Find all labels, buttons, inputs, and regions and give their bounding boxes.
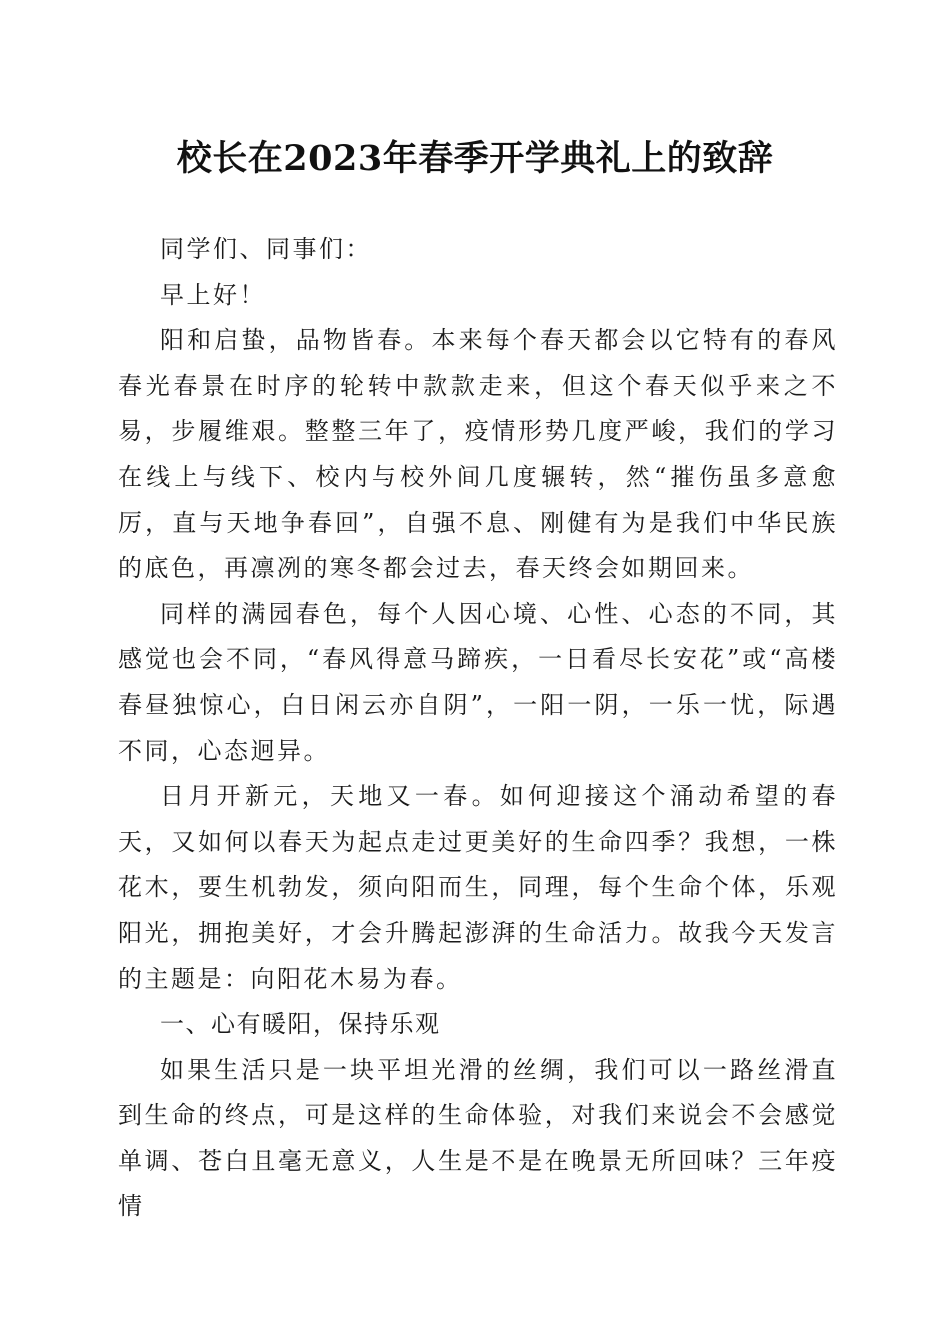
salutation: 同学们、同事们：: [160, 235, 372, 263]
document-body: [118, 227, 838, 1230]
greeting: 早上好！: [160, 280, 266, 309]
section-heading: 一、心有暖阳，保持乐观: [160, 1010, 441, 1039]
document-title: 校长在2023年春季开学典礼上的致辞: [176, 138, 774, 179]
paragraph: 如果生活只是一块平坦光滑的丝绸，我们可以一路丝滑直到生命的终点，可是这样的生命体验，对我们来说会不会感觉单调、苍白且毫无意义，人生是不是在晚景无所回味？三年疫情: [118, 1055, 838, 1221]
paragraph: 阳和启蛰，品物皆春。本来每个春天都会以它特有的春风春光春景在时序的轮转中款款走来，但这个春天似乎来之不易，步履维艰。整整三年了，疫情形势几度严峻，我们的学习在线上与线下、校内与校外间几度辗转，然“摧伤虽多意愈厉，直与天地争春回”，自强不息、刚健有为是我们中华民族的底色，再凛冽的寒冬都会过去，春天终会如期回来。: [118, 326, 838, 583]
paragraph: 日月开新元，天地又一春。如何迎接这个涌动希望的春天，又如何以春天为起点走过更美好的生命四季？我想，一株花木，要生机勃发，须向阳而生，同理，每个生命个体，乐观阳光，拥抱美好，才会升腾起澎湃的生命活力。故我今天发言的主题是：向阳花木易为春。: [118, 782, 838, 993]
paragraph: 同样的满园春色，每个人因心境、心性、心态的不同，其感觉也会不同，“春风得意马蹄疾，一日看尽长安花”或“高楼春昼独惊心，白日闲云亦自阴”，一阳一阴，一乐一忧，际遇不同，心态迥异。: [118, 599, 838, 765]
